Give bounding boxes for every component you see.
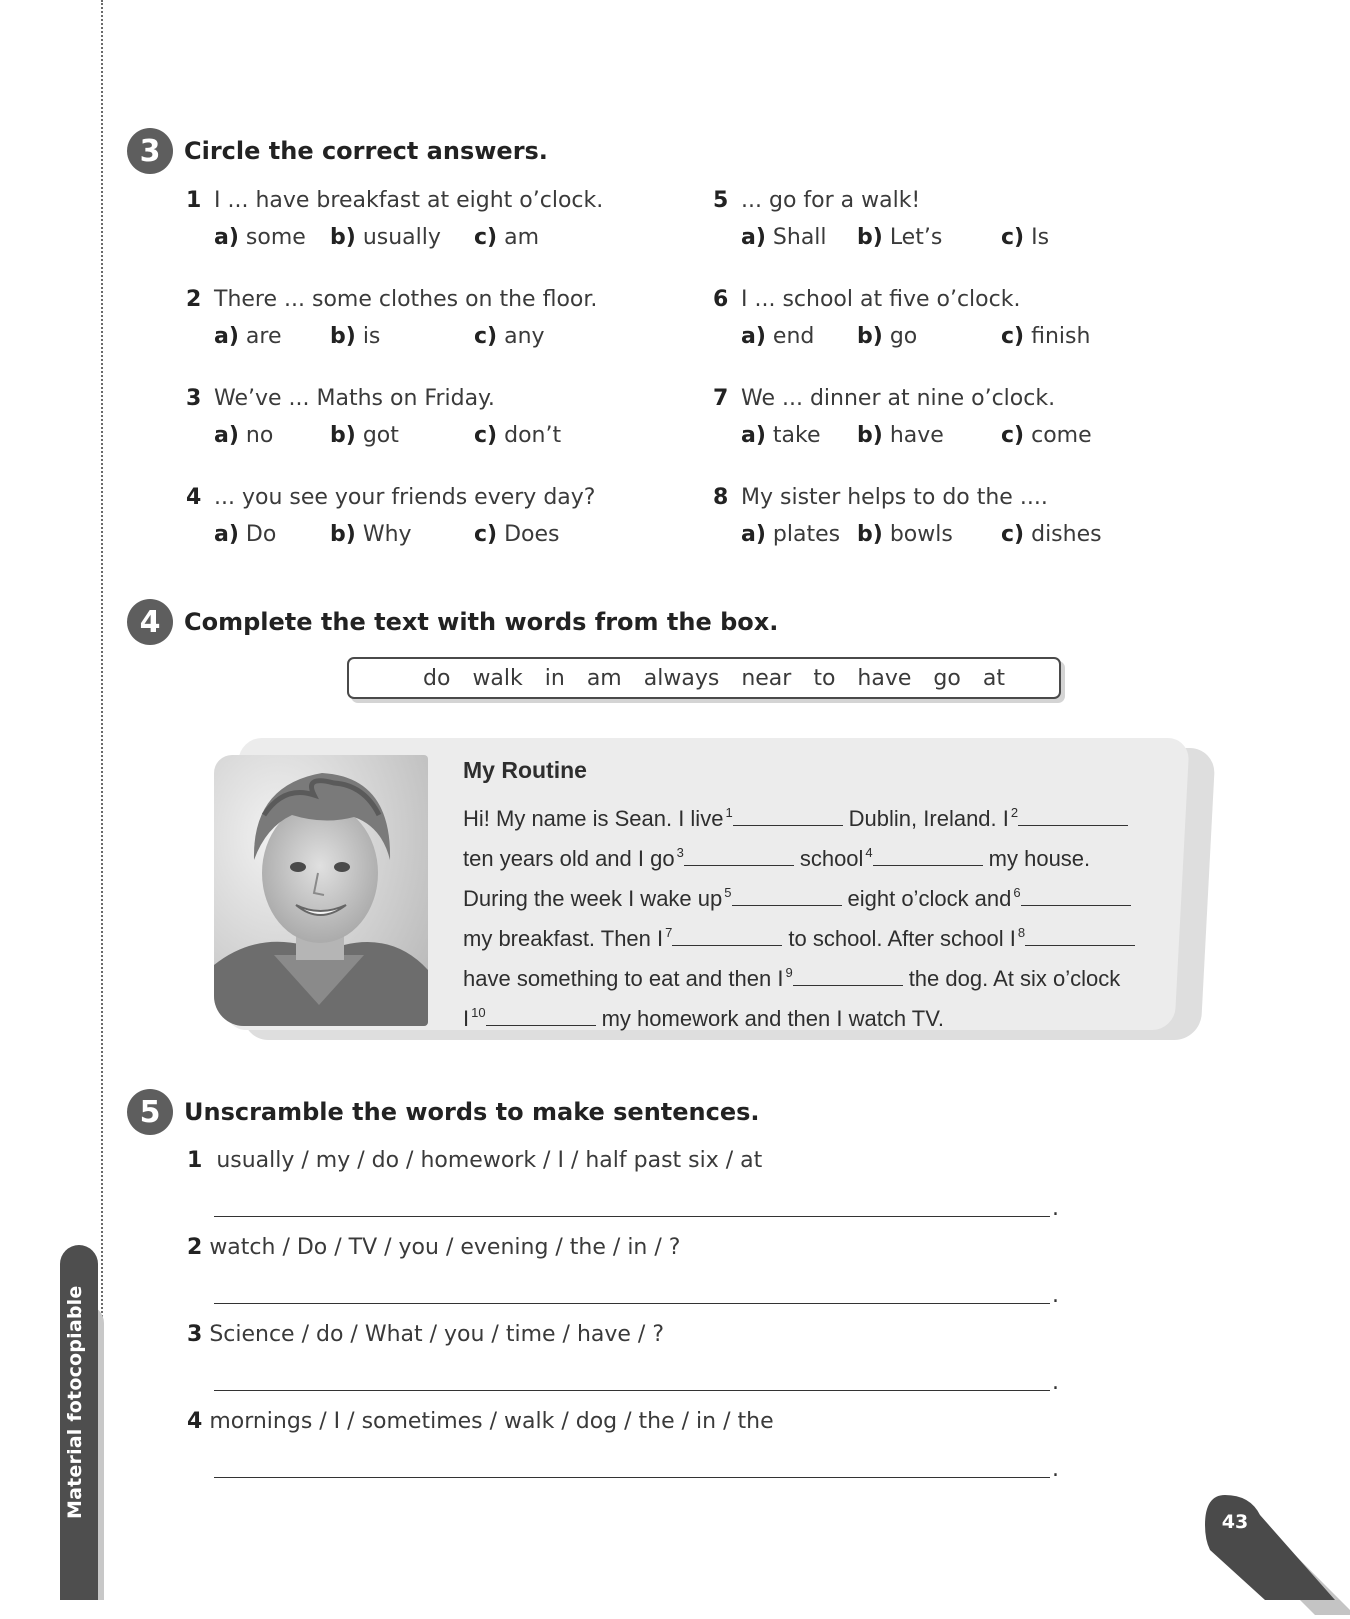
side-tab [60,1245,106,1600]
answer-period: . [1052,1283,1059,1308]
answer-period: . [1052,1196,1059,1221]
routine-title: My Routine [463,757,587,783]
exercise-4-title: Complete the text with words from the box. [184,608,779,636]
routine-line: have something to eat and then I $^9$ the dog. At six o’clock [463,965,1121,991]
option-b[interactable]: b) bowls [857,522,953,547]
exercise-3-badge: 3 [127,128,173,174]
routine-text [463,753,1183,1033]
option-a[interactable]: a) Shall [741,225,827,250]
routine-line: During the week I wake up $^5$ eight o’clock and $^6$ [463,873,1183,913]
question-stem: ... go for a walk! [741,188,921,213]
page-number: 43 [1221,1511,1249,1533]
question-number: 1 [186,188,202,213]
answer-line-3[interactable] [214,1390,1050,1391]
word-box-item: have [857,665,912,691]
gap-4[interactable] [873,847,983,866]
boy-photo [214,755,428,1026]
word-box-item: walk [472,665,523,691]
option-c[interactable]: c) come [1001,423,1092,448]
word-box-item: do [423,665,451,691]
word-box-item: in [544,665,565,691]
word-box-item: go [933,665,961,691]
question-number: 8 [713,485,729,510]
option-b[interactable]: b) have [857,423,944,448]
option-a[interactable]: a) some [214,225,306,250]
question-stem: My sister helps to do the .... [741,485,1048,510]
routine-line: I $^{10}$ my homework and then I watch TV. [463,1005,944,1031]
question-number: 5 [713,188,729,213]
option-a[interactable]: a) no [214,423,274,448]
option-c[interactable]: c) any [474,324,545,349]
option-b[interactable]: b) usually [330,225,441,250]
exercise-5-badge: 5 [127,1089,173,1135]
word-box [347,657,1061,699]
gap-10[interactable] [486,1007,596,1026]
unscramble-item-4: 4 mornings / I / sometimes / walk / dog / the / in / the [187,1409,774,1434]
option-a[interactable]: a) end [741,324,815,349]
option-b[interactable]: b) go [857,324,918,349]
option-c[interactable]: c) finish [1001,324,1091,349]
option-c[interactable]: c) don’t [474,423,562,448]
unscramble-item-1: 1 usually / my / do / homework / I / half past six / at [187,1148,763,1173]
gap-7[interactable] [672,927,782,946]
word-box-item: near [741,665,792,691]
question-stem: ... you see your friends every day? [214,485,596,510]
exercise-3-header [127,128,548,174]
answer-period: . [1052,1457,1059,1482]
gap-9[interactable] [793,967,903,986]
exercise-3-title: Circle the correct answers. [184,137,548,165]
question-stem: We’ve ... Maths on Friday. [214,386,495,411]
question-number: 2 [186,287,202,312]
question-stem: I ... school at five o’clock. [741,287,1021,312]
gap-6[interactable] [1021,887,1131,906]
question-stem: I ... have breakfast at eight o’clock. [214,188,604,213]
word-box-item: always [643,665,720,691]
option-c[interactable]: c) dishes [1001,522,1102,547]
exercise-4-badge: 4 [127,599,173,645]
answer-line-2[interactable] [214,1303,1050,1304]
option-c[interactable]: c) am [474,225,540,250]
question-number: 4 [186,485,202,510]
question-stem: There ... some clothes on the floor. [214,287,598,312]
exercise-4-header [127,599,778,645]
option-a[interactable]: a) Do [214,522,277,547]
unscramble-item-3: 3 Science / do / What / you / time / have / ? [187,1322,664,1347]
gap-3[interactable] [684,847,794,866]
question-number: 7 [713,386,729,411]
exercise-5-title: Unscramble the words to make sentences. [184,1098,760,1126]
word-box-item: am [586,665,622,691]
gap-2[interactable] [1018,807,1128,826]
question-number: 6 [713,287,729,312]
question-number: 3 [186,386,202,411]
option-b[interactable]: b) Let’s [857,225,943,250]
gap-5[interactable] [732,887,842,906]
option-b[interactable]: b) is [330,324,381,349]
page-number-tab [1205,1495,1350,1615]
unscramble-item-2: 2 watch / Do / TV / you / evening / the / in / ? [187,1235,681,1260]
option-a[interactable]: a) are [214,324,282,349]
exercise-5-header [127,1089,760,1135]
option-a[interactable]: a) plates [741,522,841,547]
option-b[interactable]: b) Why [330,522,412,547]
option-b[interactable]: b) got [330,423,399,448]
answer-line-1[interactable] [214,1216,1050,1217]
routine-line: Hi! My name is Sean. I live $^1$ Dublin, Ireland. I $^2$ [463,793,1183,833]
option-c[interactable]: c) Does [474,522,560,547]
question-stem: We ... dinner at nine o’clock. [741,386,1056,411]
gap-8[interactable] [1025,927,1135,946]
word-box-item: to [813,665,836,691]
side-tab-label: Material fotocopiable [64,1285,86,1519]
answer-line-4[interactable] [214,1477,1050,1478]
answer-period: . [1052,1370,1059,1395]
routine-line: ten years old and I go $^3$ school $^4$ my house. [463,845,1091,871]
option-a[interactable]: a) take [741,423,821,448]
routine-line: my breakfast. Then I $^7$ to school. After school I $^8$ [463,913,1183,953]
side-tab-body [60,1245,98,1600]
word-box-item: at [982,665,1005,691]
gap-1[interactable] [733,807,843,826]
option-c[interactable]: c) Is [1001,225,1050,250]
